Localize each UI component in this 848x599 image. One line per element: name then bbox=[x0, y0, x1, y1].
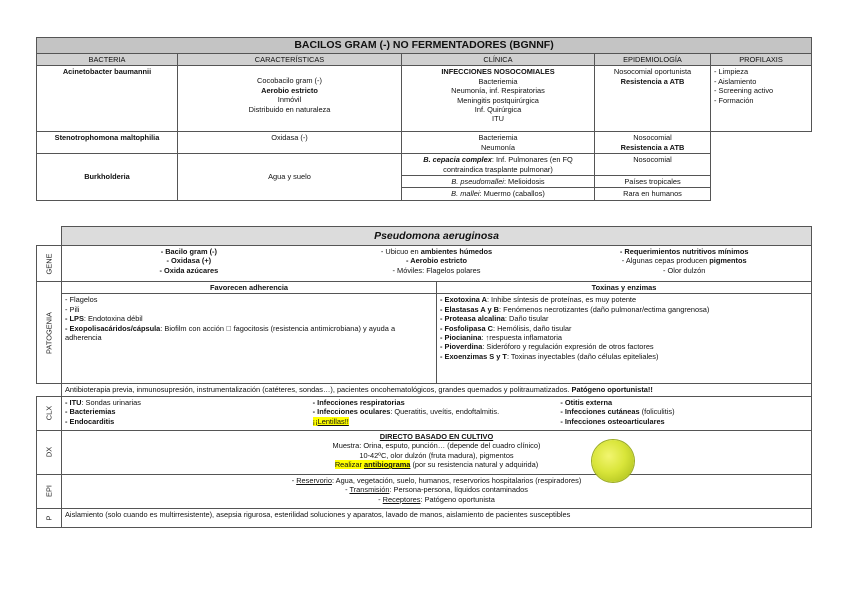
epi-b-cepacia: Nosocomial bbox=[595, 154, 711, 176]
pato-bold: - Pioverdina bbox=[440, 342, 483, 352]
pato-text: : ↑respuesta inflamatoria bbox=[481, 333, 562, 343]
gene-line: - Requerimientos nutritivos mínimos bbox=[619, 247, 749, 256]
clx-bold: - ITU bbox=[65, 397, 82, 407]
side-label-clx bbox=[37, 396, 62, 430]
pato-text: : Hemólisis, daño tisular bbox=[492, 323, 572, 333]
epi-text: : Agua, vegetación, suelo, humanos, reservorios hospitalarios (respiradores) bbox=[331, 475, 582, 485]
pato-text: : Fenómenos necrotizantes (daño pulmonar/ectima gangrenosa) bbox=[499, 304, 710, 314]
side-label-patogenia bbox=[37, 282, 62, 384]
pato-bold: - LPS bbox=[65, 314, 84, 324]
species-text: : Inf. Pulmonares (en FQ contraindica trasplante pulmonar) bbox=[443, 155, 573, 174]
pato-item bbox=[440, 295, 808, 304]
side-label-p bbox=[37, 508, 62, 527]
pato-text: - Pili bbox=[65, 304, 80, 314]
epi-line: - Reservorio: Agua, vegetación, suelo, humanos, reservorios hospitalarios (respiradores) bbox=[291, 475, 582, 485]
epi-term: Receptores bbox=[382, 494, 421, 504]
gene-cell bbox=[62, 246, 812, 282]
cli-b-cepacia bbox=[402, 154, 595, 176]
epi-term: Transmisión bbox=[349, 485, 390, 495]
clx-bold: - Infecciones cutáneas bbox=[560, 407, 640, 417]
gene-col-3 bbox=[560, 247, 808, 275]
empty-cell bbox=[711, 154, 812, 176]
clx-line: - Infecciones respiratorias bbox=[312, 397, 405, 407]
clx-col-3 bbox=[560, 398, 808, 426]
dx-line: 10-42ºC, olor dulzón (fruta madura), pigmentos bbox=[359, 450, 514, 460]
species-name: B. mallei bbox=[451, 189, 480, 199]
empty-cell bbox=[711, 176, 812, 188]
profilaxis-item: - Limpieza bbox=[714, 67, 749, 77]
empty-cell bbox=[711, 132, 812, 154]
car-acinetobacter bbox=[178, 66, 402, 132]
clx-col-2 bbox=[313, 398, 561, 426]
side-label-text: P bbox=[44, 515, 54, 521]
dx-line: Muestra: Orina, esputo, punción… (depende del cuadro clínico) bbox=[332, 441, 541, 451]
side-label-text: CLX bbox=[44, 406, 54, 421]
risk-text: Antibioterapia previa, inmunosupresión, instrumentalización (catéteres, sondas…), pacientes oncohematológicos, grandes quemados y politraumatizados. bbox=[65, 385, 572, 395]
dx-highlight bbox=[335, 460, 411, 469]
risk-factors bbox=[62, 384, 812, 396]
pato-text: : Inhibe síntesis de proteínas, es muy potente bbox=[486, 295, 637, 305]
gene-line: - Aerobio estricto bbox=[406, 256, 467, 266]
pato-bold: - Fosfolipasa C bbox=[440, 323, 493, 333]
dx-bold: antibiograma bbox=[364, 460, 411, 470]
cli-b-pseudomallei bbox=[402, 176, 595, 188]
epi-line: - Receptores: Patógeno oportunista bbox=[378, 494, 495, 504]
lentillas-highlight: ¡¡Lentillas!! bbox=[312, 416, 349, 426]
epi-line: Nosocomial oportunista bbox=[613, 67, 692, 77]
pato-item bbox=[440, 305, 808, 314]
gene-bold: pigmentos bbox=[709, 256, 747, 266]
bacteria-acinetobacter: Acinetobacter baumannii bbox=[37, 66, 178, 132]
profilaxis-list bbox=[711, 66, 812, 132]
pato-item bbox=[65, 295, 433, 304]
epi-acinetobacter bbox=[595, 66, 711, 132]
pato-toxinas-list bbox=[437, 294, 812, 384]
car-line: Distribuido en naturaleza bbox=[248, 104, 331, 114]
dx-text: (por su resistencia natural y adquirida) bbox=[410, 460, 539, 470]
bgnnf-table bbox=[36, 37, 812, 201]
gene-col-1 bbox=[65, 247, 313, 275]
dx-cell bbox=[62, 430, 812, 474]
pato-text: : Daño tisular bbox=[504, 314, 549, 324]
pato-item bbox=[65, 314, 433, 323]
col-header-caracteristicas: CARACTERÍSTICAS bbox=[178, 54, 402, 66]
pato-text: : Sideróforo y regulación expresión de otros factores bbox=[482, 342, 654, 352]
clx-bold: - Infecciones oculares bbox=[312, 407, 391, 417]
side-label-text: PATOGENIA bbox=[44, 311, 54, 354]
clx-line: - Infecciones osteoarticulares bbox=[560, 416, 665, 426]
pato-item bbox=[440, 342, 808, 351]
cli-line: Meningitis postquirúrgica bbox=[457, 95, 539, 105]
gene-line: - Móviles: Flagelos polares bbox=[392, 265, 481, 275]
col-header-epidemiologia: EPIDEMIOLOGÍA bbox=[595, 54, 711, 66]
cli-line: Neumonía, inf. Respiratorias bbox=[451, 86, 545, 96]
gene-line bbox=[313, 247, 561, 256]
col-header-bacteria: BACTERIA bbox=[37, 54, 178, 66]
profilaxis-item: - Formación bbox=[714, 95, 754, 105]
pato-header-toxinas: Toxinas y enzimas bbox=[437, 282, 812, 294]
epi-stenotrophomona bbox=[595, 132, 711, 154]
epi-b-mallei: Rara en humanos bbox=[595, 188, 711, 200]
clx-text: : Sondas urinarias bbox=[81, 397, 141, 407]
clx-cell bbox=[62, 396, 812, 430]
epi-line: Resistencia a ATB bbox=[620, 76, 685, 86]
cli-b-mallei bbox=[402, 188, 595, 200]
side-label-text: DX bbox=[44, 447, 54, 458]
pato-adherencia-list bbox=[62, 294, 437, 384]
cli-line: ITU bbox=[492, 114, 504, 124]
gene-col-2 bbox=[313, 247, 561, 275]
side-label-dx bbox=[37, 430, 62, 474]
pato-item bbox=[65, 324, 433, 343]
pato-bold: - Exotoxina A bbox=[440, 295, 487, 305]
side-label-epi bbox=[37, 474, 62, 508]
empty-cell bbox=[711, 188, 812, 200]
epi-b-pseudomallei: Países tropicales bbox=[595, 176, 711, 188]
corner-cell bbox=[37, 227, 62, 246]
col-header-clinica: CLÍNICA bbox=[402, 54, 595, 66]
dx-line bbox=[65, 460, 808, 469]
clx-line bbox=[560, 407, 808, 416]
species-text: : Melioidosis bbox=[503, 177, 545, 187]
clx-text: : Queratitis, uveítis, endoftalmitis. bbox=[390, 407, 500, 417]
side-label-gene bbox=[37, 246, 62, 282]
cli-line: Neumonía bbox=[480, 142, 516, 152]
risk-bold: Patógeno oportunista!! bbox=[571, 385, 653, 395]
dx-text: Realizar bbox=[334, 460, 364, 470]
car-burkholderia: Agua y suelo bbox=[178, 154, 402, 201]
pato-text: : Endotoxina débil bbox=[83, 314, 143, 324]
gene-line bbox=[560, 256, 808, 265]
species-text: : Muermo (caballos) bbox=[479, 189, 545, 199]
dx-title: DIRECTO BASADO EN CULTIVO bbox=[379, 431, 494, 441]
cli-line: INFECCIONES NOSOCOMIALES bbox=[441, 67, 555, 77]
species-name: B. cepacia complex bbox=[423, 155, 492, 165]
cli-stenotrophomona bbox=[402, 132, 595, 154]
car-stenotrophomona: Oxidasa (-) bbox=[178, 132, 402, 154]
col-header-profilaxis: PROFILAXIS bbox=[711, 54, 812, 66]
pato-bold: - Exoenzimas S y T bbox=[440, 351, 507, 361]
pato-item bbox=[440, 352, 808, 361]
side-label-text: EPI bbox=[44, 485, 54, 498]
pato-text: - Flagelos bbox=[65, 295, 98, 305]
clx-text: (foliculitis) bbox=[639, 407, 675, 417]
gene-line: - Oxida azúcares bbox=[159, 265, 219, 275]
species-name: B. pseudomallei bbox=[451, 177, 504, 187]
bacteria-burkholderia: Burkholderia bbox=[37, 154, 178, 201]
gene-text: - Ubicuo en bbox=[380, 247, 421, 256]
empty-cell bbox=[37, 384, 62, 396]
pato-item bbox=[440, 333, 808, 342]
pato-text: : Toxinas inyectables (daño células epiteliales) bbox=[506, 351, 659, 361]
clx-line: - Endocarditis bbox=[65, 416, 115, 426]
pato-item bbox=[440, 314, 808, 323]
profilaxis-item: - Aislamiento bbox=[714, 76, 757, 86]
gene-line: - Oxidasa (+) bbox=[166, 256, 212, 266]
gene-line: - Olor dulzón bbox=[663, 265, 706, 275]
epi-line: Nosocomial bbox=[633, 133, 672, 143]
prevention-cell: Aislamiento (solo cuando es multirresistente), asepsia rigurosa, esterilidad soluciones y aparatos, lavado de manos, aislamiento de pacientes susceptibles bbox=[62, 508, 812, 527]
cli-acinetobacter bbox=[402, 66, 595, 132]
car-line: Cocobacilo gram (-) bbox=[257, 76, 322, 86]
clx-line: - Bacteriemias bbox=[65, 407, 116, 417]
pseudomona-title: Pseudomona aeruginosa bbox=[62, 227, 812, 246]
cli-line: Bacteriemia bbox=[478, 133, 518, 143]
pato-bold: - Proteasa alcalina bbox=[440, 314, 505, 324]
gene-text: - Algunas cepas producen bbox=[621, 256, 710, 266]
culture-plate-image bbox=[592, 440, 634, 482]
pseudomona-table bbox=[36, 226, 812, 528]
pato-item bbox=[440, 324, 808, 333]
epi-text: : Persona-persona, líquidos contaminados bbox=[389, 485, 528, 495]
car-line: Aerobio estricto bbox=[261, 85, 318, 95]
pato-header-adherencia: Favorecen adherencia bbox=[62, 282, 437, 294]
pato-text: : Biofilm con acción ⃠ fagocitosis (resistencia antimicrobiana) y ayuda a adherencia bbox=[65, 323, 396, 343]
epi-line: Resistencia a ATB bbox=[620, 142, 685, 152]
pato-bold: - Exopolisacáridos/cápsula bbox=[65, 323, 161, 333]
pato-item bbox=[65, 305, 433, 314]
epi-term: Reservorio bbox=[296, 475, 332, 485]
pato-bold: - Piocianina bbox=[440, 333, 482, 343]
car-line: Inmóvil bbox=[277, 95, 302, 105]
clx-line bbox=[313, 417, 561, 426]
profilaxis-item: - Screening activo bbox=[714, 86, 774, 96]
clx-line: - Otitis externa bbox=[560, 397, 613, 407]
epi-line: - Transmisión: Persona-persona, líquidos contaminados bbox=[345, 485, 528, 495]
bgnnf-title: BACILOS GRAM (-) NO FERMENTADORES (BGNNF) bbox=[37, 38, 812, 54]
cli-line: Inf. Quirúrgica bbox=[474, 105, 522, 115]
clx-line bbox=[65, 398, 313, 407]
clx-col-1 bbox=[65, 398, 313, 426]
pato-bold: - Elastasas A y B bbox=[440, 304, 500, 314]
bacteria-stenotrophomona: Stenotrophomona maltophilia bbox=[37, 132, 178, 154]
gene-line: - Bacilo gram (-) bbox=[160, 247, 217, 256]
gene-bold: ambientes húmedos bbox=[420, 247, 493, 256]
cli-line: Bacteriemia bbox=[478, 76, 518, 86]
side-label-text: GENE bbox=[44, 253, 54, 274]
epi-cell bbox=[62, 474, 812, 508]
epi-text: : Patógeno oportunista bbox=[420, 494, 495, 504]
clx-line bbox=[313, 407, 561, 416]
